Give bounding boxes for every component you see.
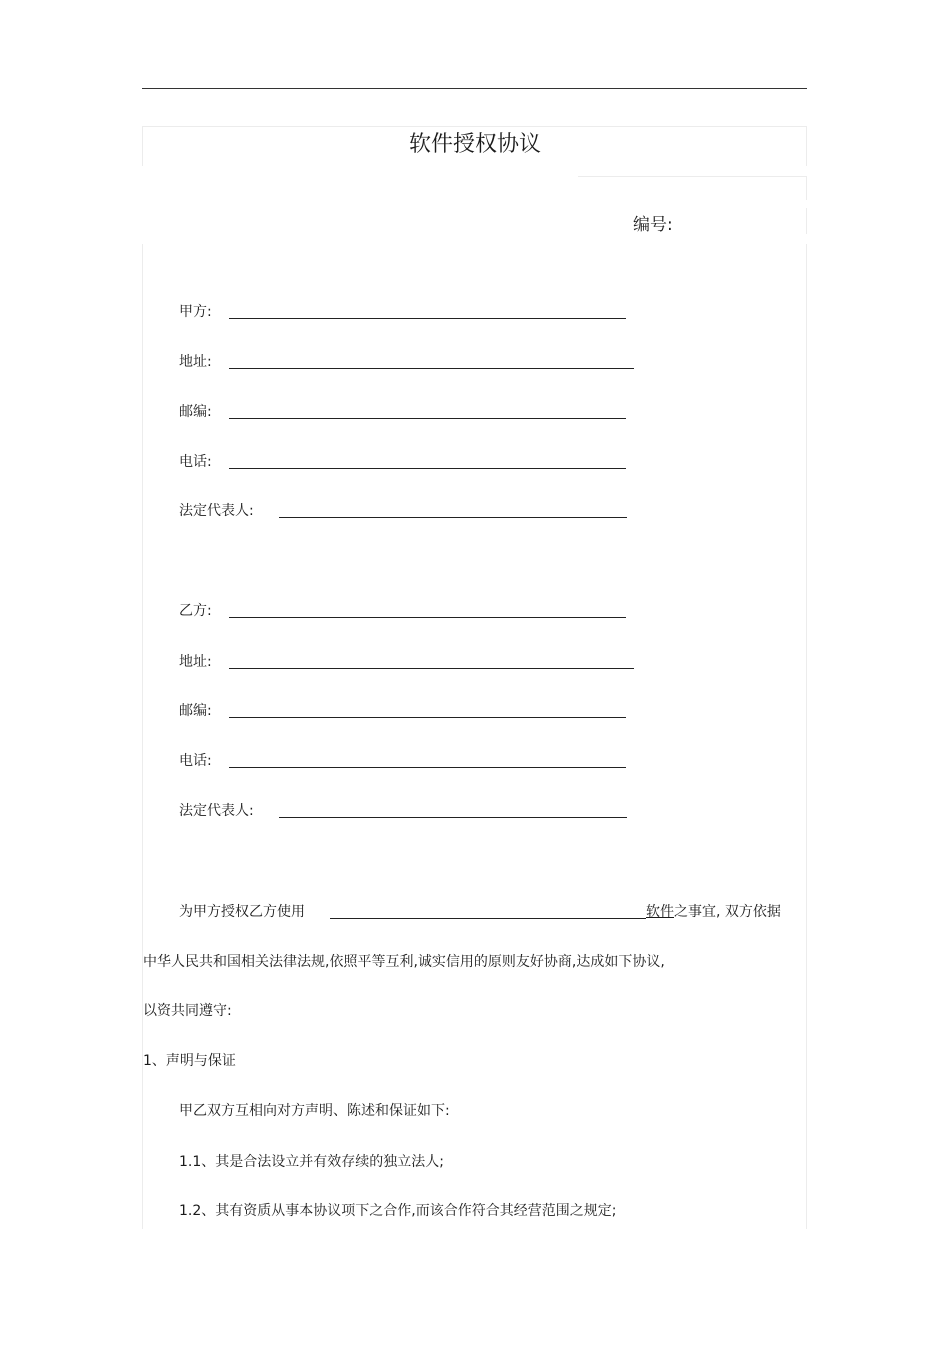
party-b-name-field[interactable] [229,617,626,618]
body-box-right [806,244,807,1229]
intro-suffix: 之事宜, 双方依据 [674,904,781,920]
party-a-legal-rep-field[interactable] [279,517,627,518]
party-a-address-label: 地址: [179,354,212,370]
party-b-address-label: 地址: [179,654,212,670]
party-b-address-field[interactable] [229,668,634,669]
party-b-legal-rep-field[interactable] [279,817,627,818]
party-a-name-label: 甲方: [179,304,212,320]
party-a-address-field[interactable] [229,368,634,369]
section-1-lead: 甲乙双方互相向对方声明、陈述和保证如下: [179,1103,450,1119]
party-b-phone-label: 电话: [179,753,212,769]
number-box-right [806,176,807,200]
clause-1-2: 1.2、其有资质从事本协议项下之合作,而该合作符合其经营范围之规定; [179,1203,617,1219]
intro-line-2: 中华人民共和国相关法律法规,依照平等互利,诚实信用的原则友好协商,达成如下协议, [143,954,665,970]
document-title: 软件授权协议 [408,132,541,157]
body-box-left [142,244,143,1229]
party-b-name-label: 乙方: [179,603,212,619]
party-a-name-field[interactable] [229,318,626,319]
section-1-heading: 1、声明与保证 [143,1053,236,1069]
party-b-postcode-label: 邮编: [179,703,212,719]
party-a-phone-field[interactable] [229,468,626,469]
party-a-phone-label: 电话: [179,454,212,470]
intro-line-3: 以资共同遵守: [143,1003,232,1019]
header-rule [142,88,807,89]
intro-prefix: 为甲方授权乙方使用 [179,904,305,920]
software-name-field[interactable] [330,918,646,919]
clause-1-1: 1.1、其是合法设立并有效存续的独立法人; [179,1154,444,1170]
number-box-top [578,176,807,177]
party-b-phone-field[interactable] [229,767,626,768]
number-box-right-2 [806,208,807,234]
party-b-postcode-field[interactable] [229,717,626,718]
document-number-label: 编号: [633,215,673,235]
party-b-legal-rep-label: 法定代表人: [179,803,254,819]
party-a-postcode-field[interactable] [229,418,626,419]
party-a-postcode-label: 邮编: [179,404,212,420]
party-a-legal-rep-label: 法定代表人: [179,503,254,519]
intro-software-word: 软件 [646,904,674,920]
